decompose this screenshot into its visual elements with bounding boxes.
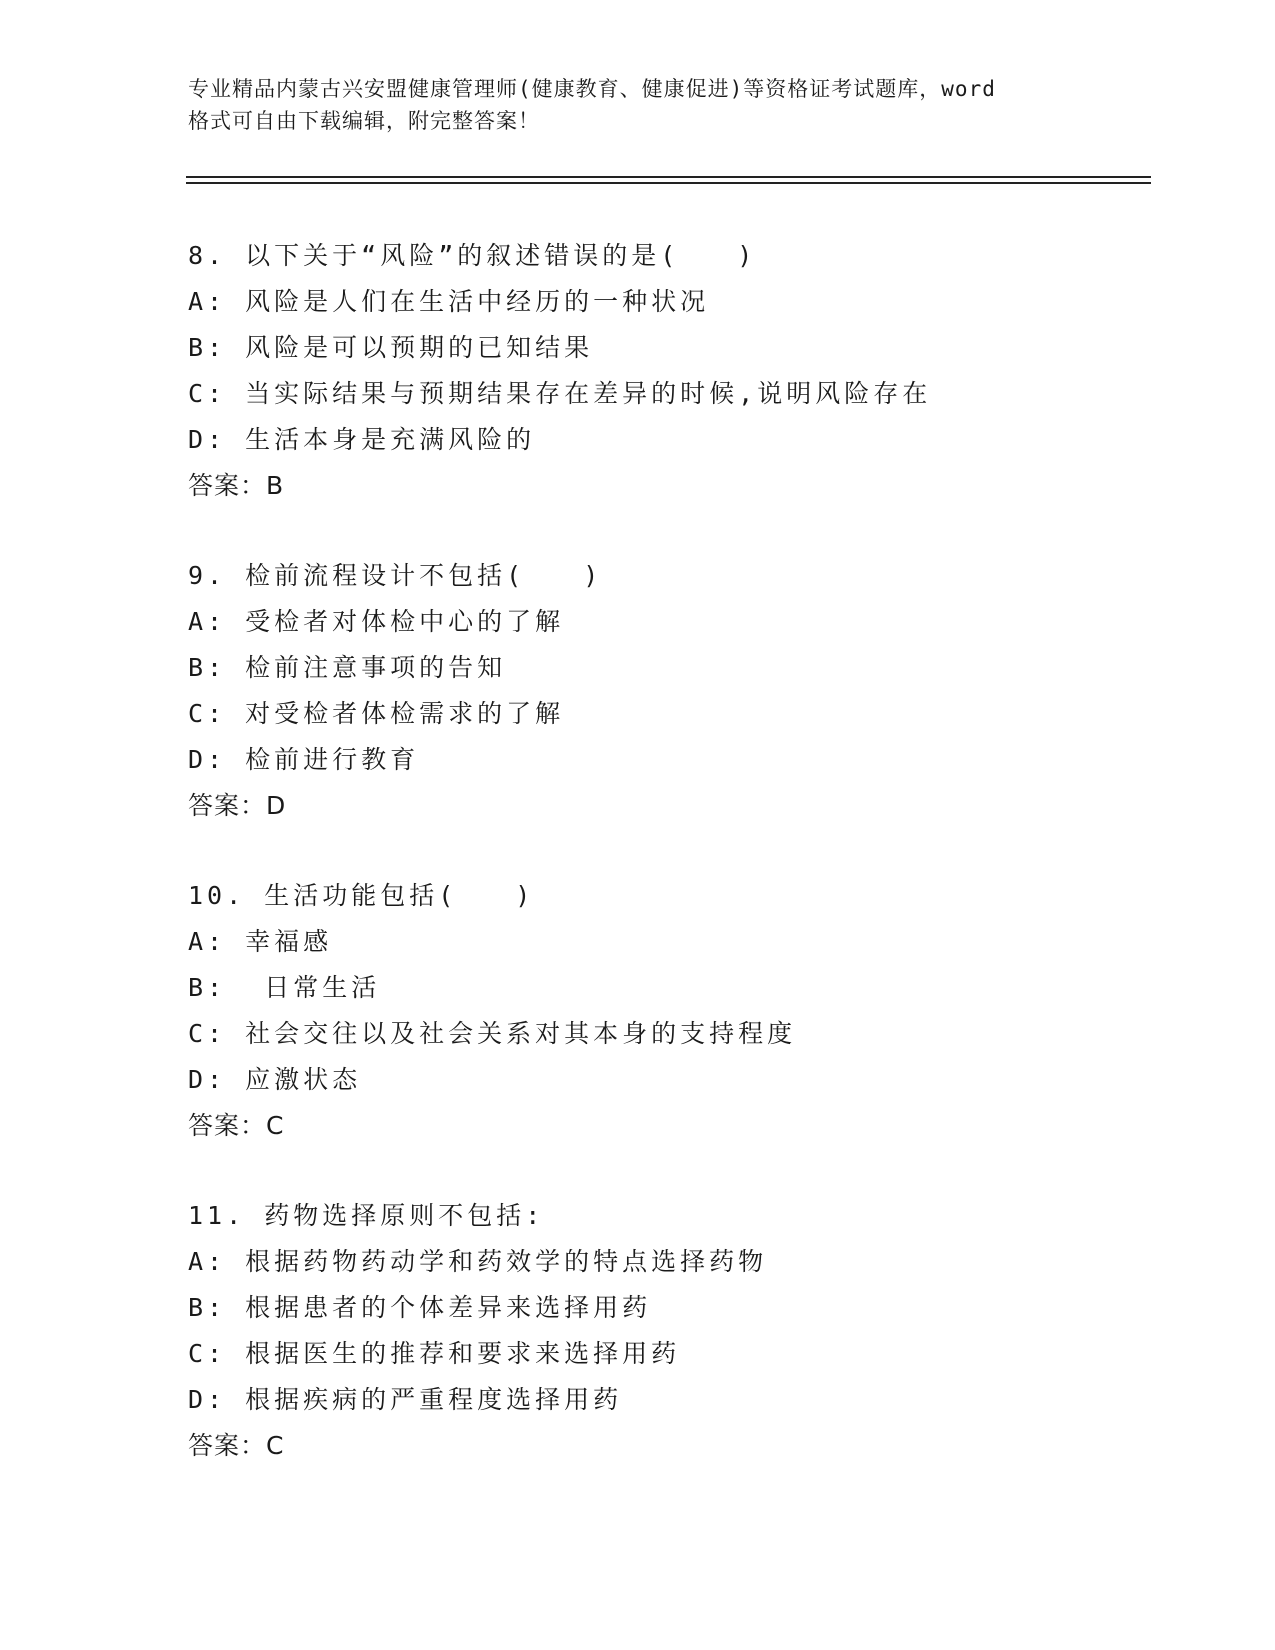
document-header (188, 73, 1088, 137)
option-d: D: 检前进行教育 (188, 745, 420, 774)
option-b: B: 风险是可以预期的已知结果 (188, 333, 594, 362)
option-d: D: 根据疾病的严重程度选择用药 (188, 1385, 623, 1414)
option-b: B: 根据患者的个体差异来选择用药 (188, 1293, 652, 1322)
option-a: A: 幸福感 (188, 927, 333, 956)
option-d: D: 生活本身是充满风险的 (188, 425, 536, 454)
option-b: B: 日常生活 (188, 973, 381, 1002)
question-9 (188, 553, 1188, 829)
option-a: A: 受检者对体检中心的了解 (188, 607, 565, 636)
header-line-2: 格式可自由下载编辑，附完整答案！ (188, 109, 540, 133)
option-c: C: 对受检者体检需求的了解 (188, 699, 565, 728)
question-stem: 11. 药物选择原则不包括: (188, 1201, 545, 1230)
option-c: C: 当实际结果与预期结果存在差异的时候,说明风险存在 (188, 379, 932, 408)
question-8 (188, 233, 1188, 509)
header-line-1: 专业精品内蒙古兴安盟健康管理师(健康教育、健康促进)等资格证考试题库，word (188, 77, 996, 101)
option-d: D: 应激状态 (188, 1065, 362, 1094)
answer-label: 答案：B (188, 471, 285, 500)
option-a: A: 根据药物药动学和药效学的特点选择药物 (188, 1247, 768, 1276)
question-11 (188, 1193, 1188, 1469)
question-stem: 8. 以下关于“风险”的叙述错误的是( ) (188, 241, 757, 270)
option-c: C: 根据医生的推荐和要求来选择用药 (188, 1339, 681, 1368)
option-c: C: 社会交往以及社会关系对其本身的支持程度 (188, 1019, 797, 1048)
answer-label: 答案：C (188, 1111, 285, 1140)
question-10 (188, 873, 1188, 1149)
answer-label: 答案：C (188, 1431, 285, 1460)
header-divider-top (186, 176, 1151, 178)
header-divider-bottom (186, 182, 1151, 184)
answer-label: 答案：D (188, 791, 287, 820)
question-stem: 9. 检前流程设计不包括( ) (188, 561, 603, 590)
question-stem: 10. 生活功能包括( ) (188, 881, 535, 910)
option-a: A: 风险是人们在生活中经历的一种状况 (188, 287, 710, 316)
option-b: B: 检前注意事项的告知 (188, 653, 507, 682)
